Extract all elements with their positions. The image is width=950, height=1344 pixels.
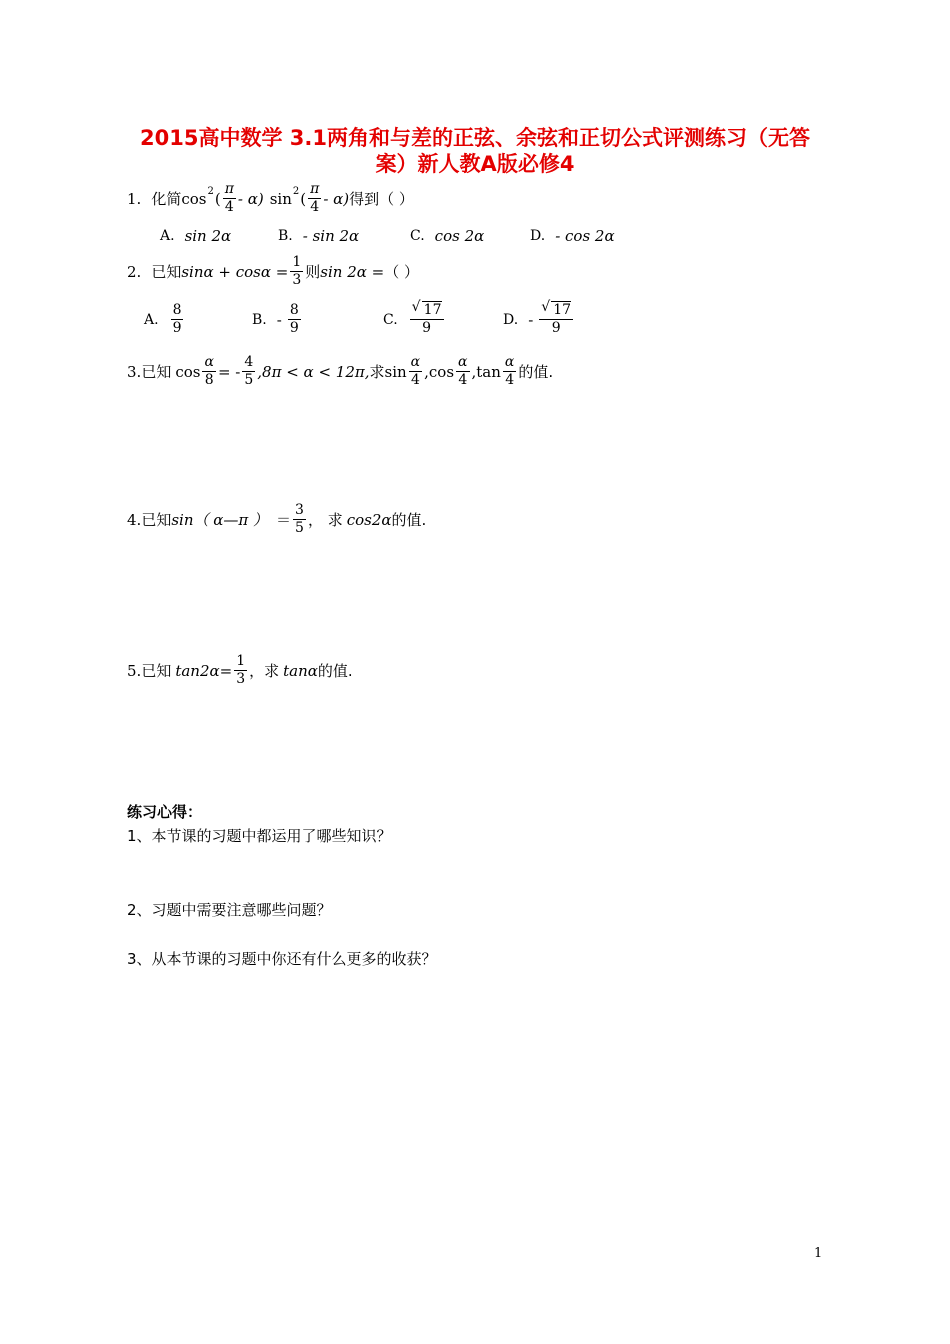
question-1 (127, 181, 414, 216)
fraction-numerator: 8 (172, 302, 182, 318)
option-expr: sin 2α (184, 227, 232, 245)
math-fraction (503, 354, 516, 389)
question-number: 3. (127, 362, 142, 381)
option-sign: - (528, 310, 534, 329)
math-eq: = - (217, 362, 241, 381)
page-number: 1 (814, 1246, 823, 1261)
math-fraction (202, 354, 215, 389)
math-fraction (308, 181, 321, 216)
math-fraction (171, 302, 184, 337)
fraction-denominator: 5 (244, 372, 254, 388)
math-paren: ( (214, 189, 221, 208)
sqrt-radicand: √ 17 (422, 301, 442, 318)
math-cos: sin (269, 189, 292, 208)
fraction-numerator: π (310, 181, 320, 197)
question-text: 已知 (141, 662, 172, 680)
math-fraction (234, 653, 247, 688)
option-c (383, 302, 446, 337)
fraction-denominator: 4 (224, 199, 234, 215)
math-term: - α) (237, 189, 264, 208)
math-expr: sin 2α = (320, 262, 385, 281)
math-paren: ( (300, 189, 307, 208)
fraction-numerator: 3 (295, 502, 304, 518)
math-cos: cos (175, 362, 201, 381)
math-expr: sin（ α—π ） (171, 511, 269, 529)
question-text: ， 求 (307, 511, 343, 529)
option-label: A. (160, 228, 175, 244)
question-number: 2. (127, 262, 142, 281)
fraction-denominator: 9 (551, 320, 561, 336)
math-range: ,8π < α < 12π, (257, 362, 370, 381)
fraction-denominator: 4 (310, 199, 320, 215)
math-superscript: 2 (207, 186, 214, 197)
fraction-numerator: α (504, 354, 515, 370)
question-text: 则 (305, 263, 321, 281)
fraction-numerator: 8 (289, 302, 299, 318)
fraction-denominator: 4 (458, 372, 468, 388)
math-cos: cos (181, 189, 207, 208)
option-expr: - cos 2α (555, 227, 615, 245)
fraction-numerator: α (410, 354, 421, 370)
math-cos: ,cos (424, 362, 455, 381)
fraction-numerator: 4 (244, 354, 254, 370)
question-number: 4. (127, 510, 142, 529)
math-fraction (293, 502, 306, 537)
option-d (503, 302, 575, 337)
fraction-denominator: 9 (289, 320, 299, 336)
fraction-denominator: 3 (292, 272, 302, 288)
fraction-denominator: 8 (204, 372, 214, 388)
math-fraction (539, 302, 573, 337)
option-b (278, 227, 359, 245)
option-label: C. (383, 311, 398, 328)
option-expr: cos 2α (434, 227, 485, 245)
question-text: 求 (369, 363, 385, 381)
fraction-numerator (410, 302, 444, 320)
math-fraction (410, 302, 444, 337)
fraction-denominator: 3 (236, 671, 246, 687)
fraction-numerator: 1 (236, 653, 246, 669)
option-sign: - (276, 310, 282, 329)
reflection-heading: 练习心得： (127, 803, 203, 821)
sqrt-radicand: √ 17 (551, 301, 571, 318)
reflection-item: 1、本节课的习题中都运用了哪些知识？ (127, 827, 392, 845)
math-expr: cos2α (346, 510, 392, 529)
question-text: 的值. (317, 662, 353, 680)
fraction-numerator: α (458, 354, 468, 370)
math-fraction (290, 254, 303, 289)
question-text: 已知 (151, 263, 182, 281)
option-label: B. (252, 311, 267, 328)
question-text: 的值. (518, 363, 554, 381)
math-fraction (456, 354, 469, 389)
fraction-numerator: α (204, 354, 214, 370)
fraction-denominator: 5 (295, 520, 304, 536)
question-5 (127, 653, 353, 688)
math-fraction (288, 302, 301, 337)
option-a (160, 227, 231, 245)
question-text: （ ） (384, 263, 419, 281)
question-text: 的值. (391, 511, 427, 529)
document-title-line2: 案）新人教A版必修4 (375, 152, 575, 176)
question-text: 已知 (141, 363, 172, 381)
document-title-line1: 2015高中数学 3.1两角和与差的正弦、余弦和正切公式评测练习（无答 (140, 126, 810, 150)
fraction-numerator: π (224, 181, 234, 197)
math-eq: ＝ (276, 511, 292, 529)
question-4 (127, 502, 426, 537)
fraction-denominator: 4 (410, 372, 420, 388)
fraction-numerator (539, 302, 573, 320)
math-expr: tan2α= (175, 661, 233, 680)
option-label: D. (503, 311, 519, 328)
option-expr: - sin 2α (302, 227, 360, 245)
option-b (252, 302, 303, 337)
math-fraction (242, 354, 255, 389)
option-label: C. (410, 228, 425, 244)
math-superscript: 2 (292, 186, 300, 197)
math-expr: tanα (283, 661, 318, 680)
option-label: D. (530, 228, 546, 244)
reflection-item: 3、从本节课的习题中你还有什么更多的收获？ (127, 950, 437, 968)
fraction-denominator: 4 (505, 372, 515, 388)
reflection-item: 2、习题中需要注意哪些问题？ (127, 901, 332, 919)
option-a (144, 302, 185, 337)
question-text: 化简 (151, 190, 182, 208)
question-number: 5. (127, 661, 142, 680)
math-fraction (223, 181, 236, 216)
math-expr: sinα + cosα = (181, 262, 289, 281)
question-2 (127, 254, 419, 289)
option-label: B. (278, 228, 293, 244)
math-sin: sin (384, 362, 407, 381)
option-d (530, 227, 615, 245)
fraction-denominator: 9 (172, 320, 182, 336)
question-text: 已知 (141, 511, 172, 529)
option-label: A. (144, 311, 159, 328)
question-3 (127, 354, 553, 389)
option-c (410, 227, 484, 245)
question-number: 1. (127, 189, 142, 208)
fraction-denominator: 9 (422, 320, 432, 336)
question-text: 得到（ ） (349, 190, 414, 208)
fraction-numerator: 1 (292, 254, 302, 270)
math-term: - α) (323, 189, 350, 208)
question-text: ，求 (249, 662, 280, 680)
math-fraction (409, 354, 422, 389)
math-tan: ,tan (471, 362, 501, 381)
